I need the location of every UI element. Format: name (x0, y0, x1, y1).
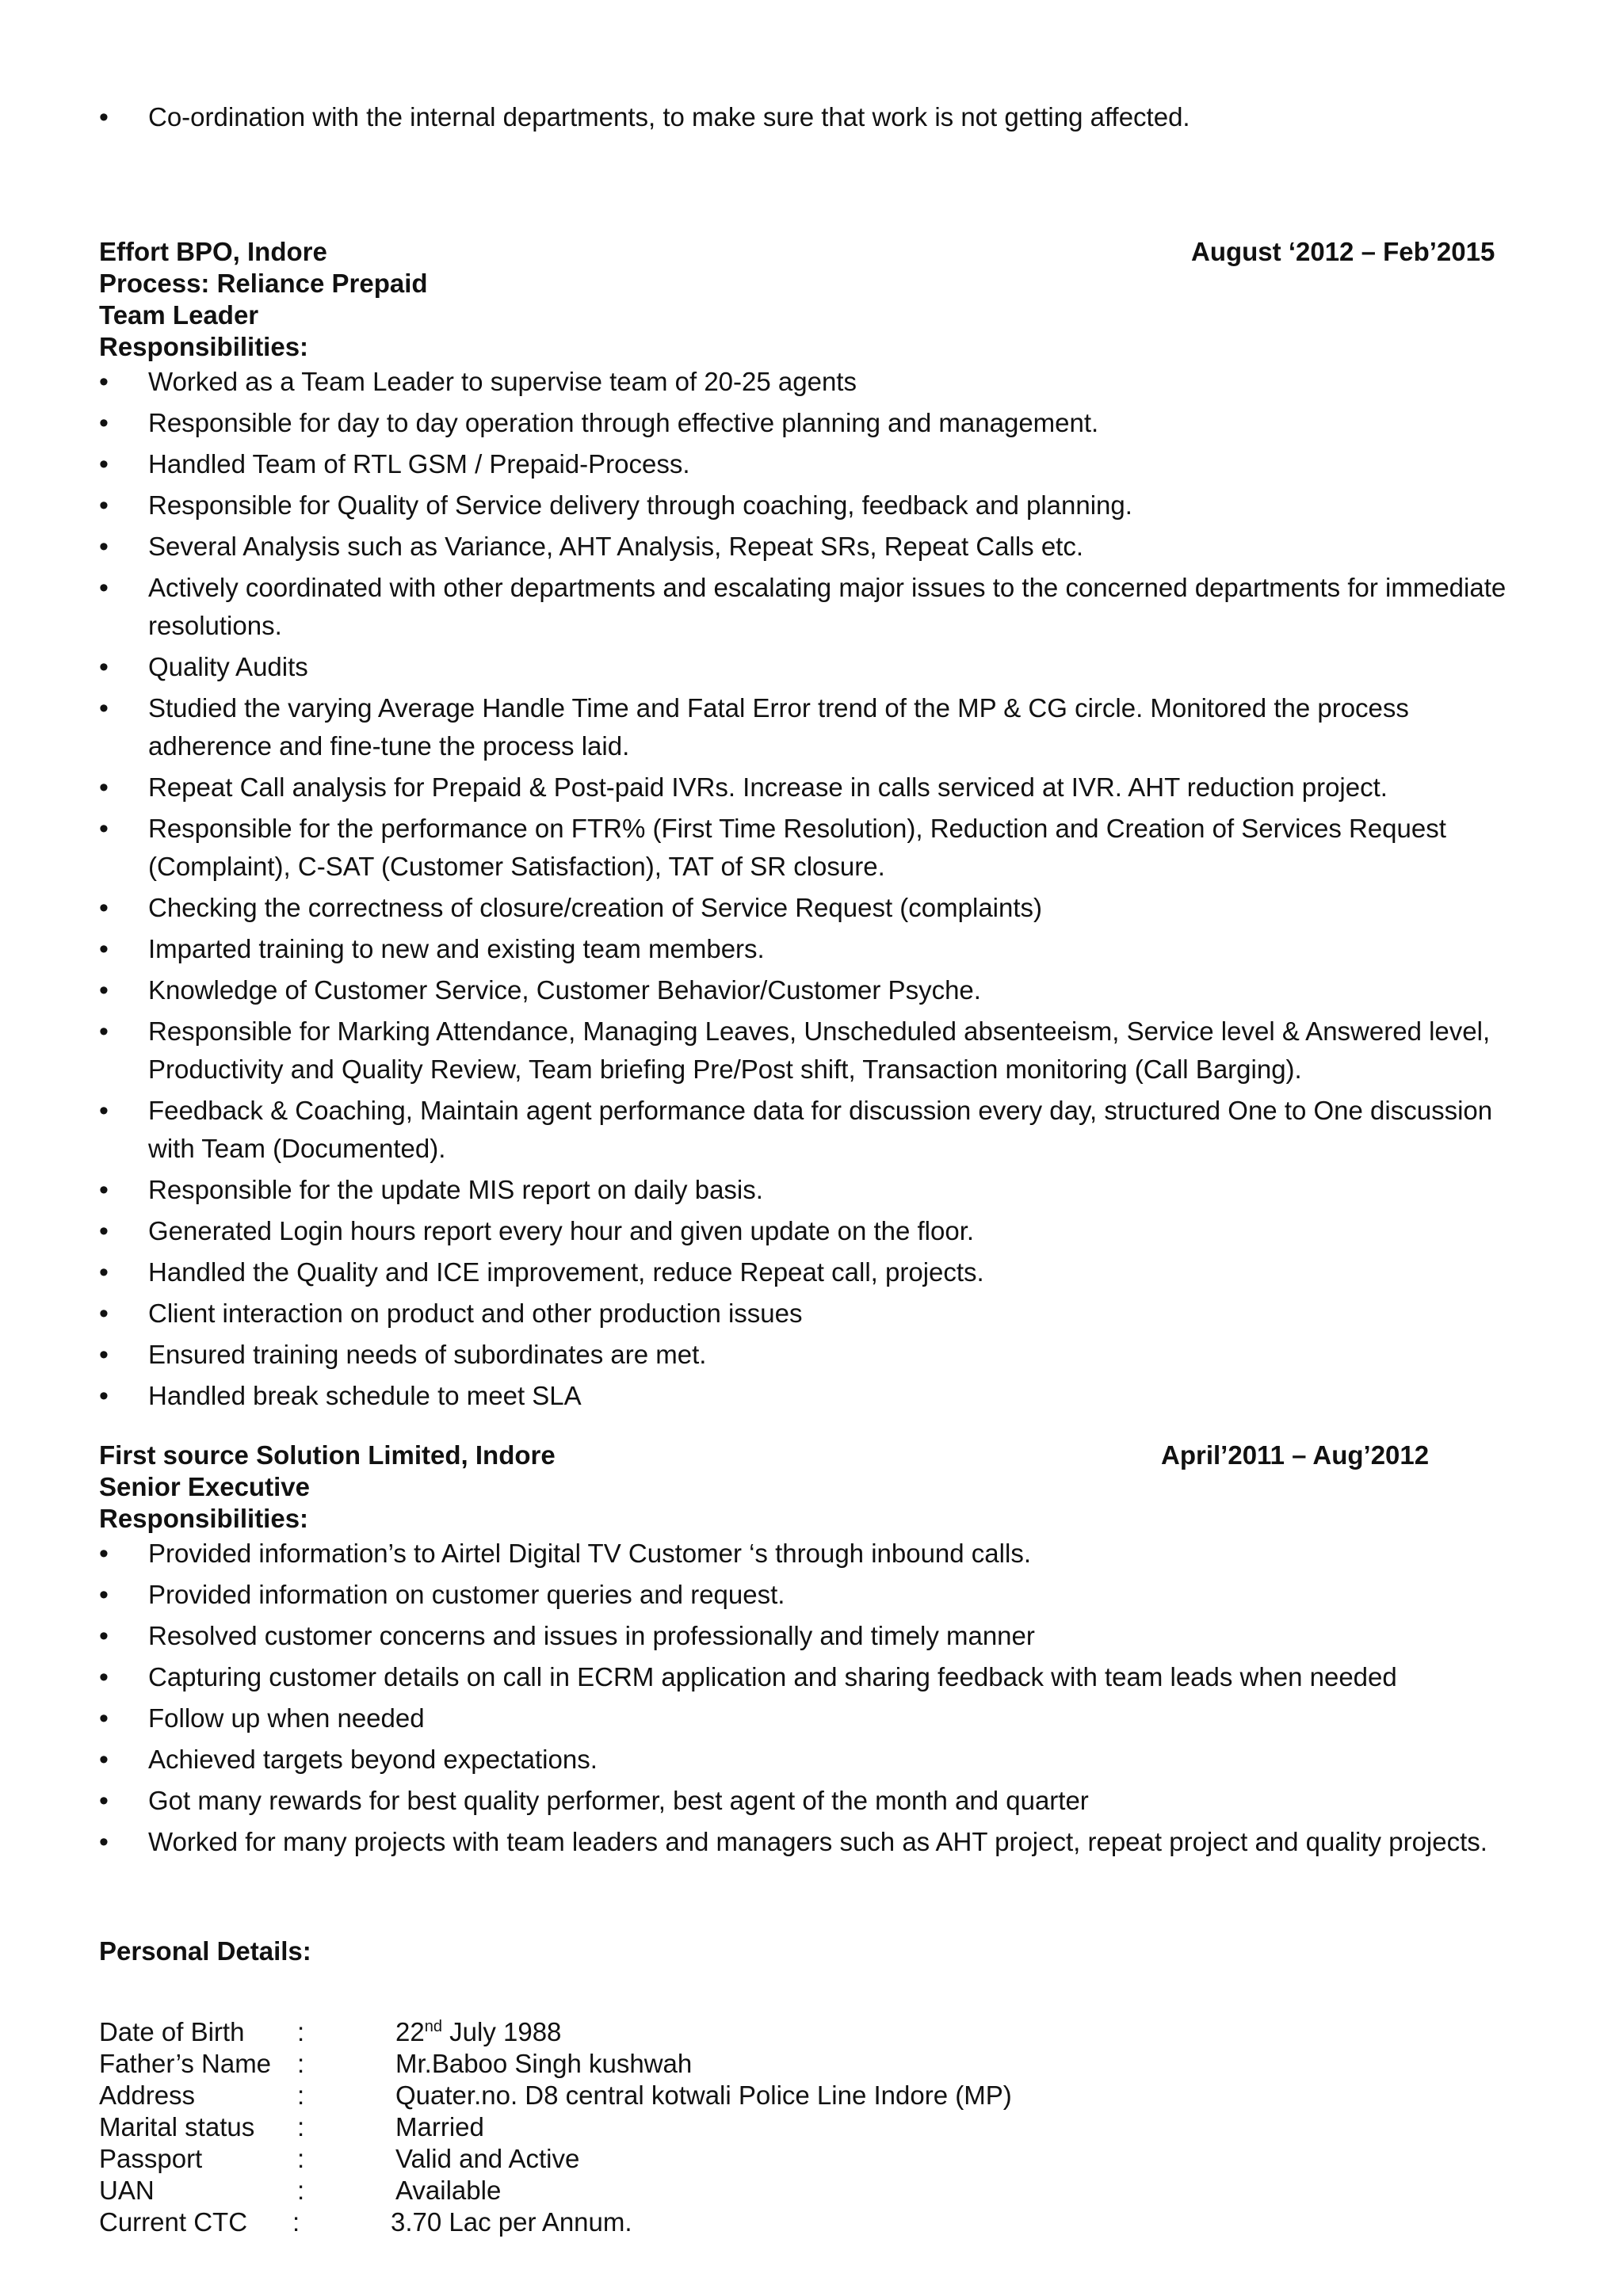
list-item: • Provided information on customer queries and request. (99, 1576, 1526, 1614)
responsibilities-heading: Responsibilities: (99, 332, 309, 361)
list-item: • Responsible for Quality of Service delivery through coaching, feedback and planning. (99, 486, 1526, 524)
list-item: • Achieved targets beyond expectations. (99, 1741, 1526, 1779)
list-item: • Generated Login hours report every hour and given update on the floor. (99, 1212, 1526, 1250)
list-item: • Co-ordination with the internal departments, to make sure that work is not getting affected. (99, 98, 1526, 136)
responsibilities-list (99, 363, 1526, 1415)
personal-colon: : (297, 2144, 305, 2173)
personal-value: Valid and Active (395, 2144, 580, 2173)
top-bullet-list (99, 98, 1526, 136)
list-item: • Knowledge of Customer Service, Customer Behavior/Customer Psyche. (99, 971, 1526, 1009)
job-header (99, 1440, 1526, 1471)
personal-label: Date of Birth (99, 2017, 245, 2046)
personal-label: Address (99, 2081, 196, 2110)
list-item: • Capturing customer details on call in ECRM application and sharing feedback with team leads when needed (99, 1658, 1526, 1696)
list-item: • Feedback & Coaching, Maintain agent performance data for discussion every day, structured One to One discussion with Team (Documented). (99, 1092, 1526, 1168)
personal-colon: : (292, 2207, 300, 2237)
personal-label: Marital status (99, 2112, 255, 2142)
top-continuation (99, 98, 1526, 139)
personal-row (99, 2175, 1526, 2206)
list-item: • Responsible for day to day operation through effective planning and management. (99, 404, 1526, 442)
responsibilities-heading: Responsibilities: (99, 1504, 309, 1533)
personal-label: Father’s Name (99, 2049, 272, 2078)
personal-label: Current CTC (99, 2207, 248, 2237)
personal-row-dob (99, 2016, 1526, 2048)
personal-value: Quater.no. D8 central kotwali Police Line Indore (MP) (395, 2081, 1012, 2110)
personal-value: 3.70 Lac per Annum. (391, 2207, 632, 2237)
personal-colon: : (297, 2081, 305, 2110)
personal-label: Passport (99, 2144, 203, 2173)
job-role: Senior Executive (99, 1472, 310, 1501)
list-item: • Repeat Call analysis for Prepaid & Post-paid IVRs. Increase in calls serviced at IVR. AHT reduction project. (99, 769, 1526, 807)
list-item: • Worked as a Team Leader to supervise team of 20-25 agents (99, 363, 1526, 401)
personal-value: Available (395, 2176, 502, 2205)
experience-first-source (99, 1440, 1526, 1864)
personal-row (99, 2111, 1526, 2143)
personal-colon: : (297, 2176, 305, 2205)
list-item: • Checking the correctness of closure/creation of Service Request (complaints) (99, 889, 1526, 927)
list-item: • Client interaction on product and other production issues (99, 1295, 1526, 1333)
company-name: Effort BPO, Indore (99, 237, 327, 266)
job-header (99, 236, 1526, 268)
responsibilities-list (99, 1535, 1526, 1861)
list-item: • Imparted training to new and existing team members. (99, 930, 1526, 968)
list-item: • Got many rewards for best quality performer, best agent of the month and quarter (99, 1782, 1526, 1820)
personal-row (99, 2048, 1526, 2080)
personal-colon: : (297, 2112, 305, 2142)
list-item: • Ensured training needs of subordinates are met. (99, 1336, 1526, 1374)
list-item: • Studied the varying Average Handle Time and Fatal Error trend of the MP & CG circle. Monitored the process adherence and fine-tune the process laid. (99, 689, 1526, 765)
personal-value: 22nd July 1988 (395, 2017, 562, 2046)
list-item: • Handled break schedule to meet SLA (99, 1377, 1526, 1415)
company-name: First source Solution Limited, Indore (99, 1440, 556, 1470)
personal-label: UAN (99, 2176, 155, 2205)
personal-details-heading: Personal Details: (99, 1936, 311, 1966)
list-item: • Resolved customer concerns and issues in professionally and timely manner (99, 1617, 1526, 1655)
list-item: • Quality Audits (99, 648, 1526, 686)
job-role: Team Leader (99, 300, 259, 330)
job-dates: August ‘2012 – Feb’2015 (1191, 237, 1495, 266)
list-item: • Several Analysis such as Variance, AHT Analysis, Repeat SRs, Repeat Calls etc. (99, 528, 1526, 566)
list-item: • Handled the Quality and ICE improvement, reduce Repeat call, projects. (99, 1253, 1526, 1291)
list-item: • Responsible for Marking Attendance, Managing Leaves, Unscheduled absenteeism, Service level & Answered level, Productivity and Quality Review, Team briefing Pre/Post shift, Transaction monitoring (Call Barging). (99, 1013, 1526, 1089)
list-item: • Handled Team of RTL GSM / Prepaid-Process. (99, 445, 1526, 483)
personal-value: Mr.Baboo Singh kushwah (395, 2049, 693, 2078)
personal-details (99, 1936, 1526, 2238)
experience-effort-bpo (99, 236, 1526, 1418)
list-item: • Actively coordinated with other departments and escalating major issues to the concerned departments for immediate resolutions. (99, 569, 1526, 645)
list-item: • Worked for many projects with team leaders and managers such as AHT project, repeat project and quality projects. (99, 1823, 1526, 1861)
list-item: • Responsible for the update MIS report on daily basis. (99, 1171, 1526, 1209)
list-item: • Responsible for the performance on FTR% (First Time Resolution), Reduction and Creation of Services Request (Complaint), C-SAT (Customer Satisfaction), TAT of SR closure. (99, 810, 1526, 886)
personal-row (99, 2206, 1526, 2238)
personal-colon: : (297, 2017, 305, 2046)
process-name: Process: Reliance Prepaid (99, 269, 428, 298)
personal-value: Married (395, 2112, 484, 2142)
personal-row (99, 2143, 1526, 2175)
job-dates: April’2011 – Aug’2012 (1161, 1440, 1430, 1470)
personal-row (99, 2080, 1526, 2111)
list-item: • Follow up when needed (99, 1699, 1526, 1737)
personal-colon: : (297, 2049, 305, 2078)
list-item: • Provided information’s to Airtel Digital TV Customer ‘s through inbound calls. (99, 1535, 1526, 1573)
